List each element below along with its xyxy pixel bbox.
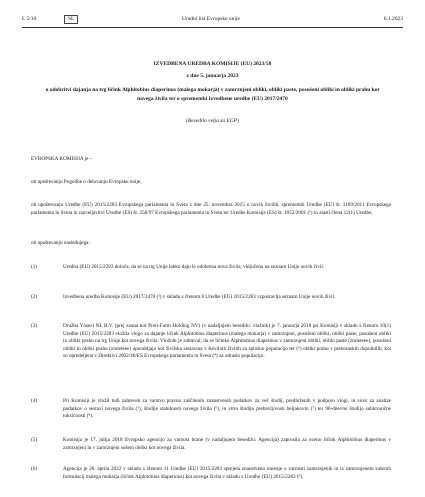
commission-intro: EVROPSKA KOMISIJA je – xyxy=(31,156,93,162)
regulation-subject: o odobritvi dajanja na trg ličink Alphitobius diaperinus (malega mokarja) v zamrznjeni obliki, obliki paste, posušeni obliki in obliki prahu kot novega živila ter o spremembi Izvedbene uredbe (EU) 2017/2470 xyxy=(45,87,380,102)
language-code-badge: SL xyxy=(64,15,78,24)
regulation-date: z dne 5. januarja 2023 xyxy=(186,73,239,79)
regulation-title: IZVEDBENA UREDBA KOMISIJE (EU) 2023/58 xyxy=(153,61,272,67)
recital-6 xyxy=(31,466,391,481)
publication-date: 6.1.2023 xyxy=(383,16,403,22)
recital-number: (5) xyxy=(31,437,38,443)
having-regard-regulation: ob upoštevanju Uredbe (EU) 2015/2283 Evropskega parlamenta in Sveta z dne 25. novembra 2015 o novih živilih, spremembi Uredbe (EU) št. 1169/2011 Evropskega parlamenta in Sveta in razveljavitvi Uredbe (ES) št. 258/97 Evropskega parlamenta in Sveta ter Uredbe Komisije (ES) št. 1852/2001 (¹) in zlasti člena 12(1) Uredbe, xyxy=(31,202,391,216)
recital-number: (6) xyxy=(31,466,38,472)
recital-number: (2) xyxy=(31,294,38,300)
recital-5 xyxy=(31,437,391,452)
recital-text: Pri Komisiji je vložil tudi zahtevek za varstvo pravno zaščitenih znanstvenih podatkov za več študij, predloženih v podporo vlogi, in sicer za analize podatkov o sestavi novega živila (⁵), študije stabilnosti novega živila (⁶), in vitro študijo prebavljivosti beljakovin (⁷) ter 90-dnevno študijo subkronične toksičnosti (⁸). xyxy=(63,398,391,420)
recital-text: Uredba (EU) 2015/2283 določa, da se na trg Unije lahko dajo le odobrena nova živila, vključena na seznam Unije novih živil. xyxy=(63,264,325,270)
recital-number: (1) xyxy=(31,264,38,270)
recital-text: Komisija je 17. julija 2018 Evropsko agencijo za varnost hrane (v nadaljnjem besedilu: Agencija) zaprosila za oceno ličink Alphitobius diaperinus v zamrznjeni in v zamrznjeni sušeni obliki kot novega živila. xyxy=(63,437,391,451)
whereas-intro: ob upoštevanju naslednjega: xyxy=(31,240,90,246)
recital-number: (4) xyxy=(31,398,38,404)
recital-text: Agencija je 26. aprila 2022 v skladu s členom 11 Uredbe (EU) 2015/2283 sprejela znanstveno mnenje o varnosti zamrznjenih in iz zamrznjenem sušenih formulacij malega mokarja (ličink Alphitobius diaperinus) kot novega živila v skladu z Uredbo (EU) 2015/2283 (⁹). xyxy=(63,466,391,480)
journal-title: Uradni list Evropske unije xyxy=(182,16,240,22)
header-divider xyxy=(22,27,403,28)
recital-text: Izvedbena uredba Komisije (EU) 2017/2470 (²) v skladu s členom 8 Uredbe (EU) 2015/2283 vzpostavlja seznam Unije novih živil. xyxy=(63,294,336,300)
recital-1 xyxy=(31,264,391,272)
recital-number: (3) xyxy=(31,323,38,329)
recital-4 xyxy=(31,398,391,421)
page-reference: L 5/10 xyxy=(22,16,37,22)
recital-text: Družba Ynsect NL B.V. (prej znana kot Proti-Farm Holding NV) (v nadaljnjem besedilu: vložnik) je 7. januarja 2018 pri Komisiji v skladu s členom 10(1) Uredbe (EU) 2015/2283 vložila vlogo za dajanje ličink Alphitobius diaperinus (malega mokarja) v zamrznjeni, posušeni obliki, obliki paste, posušeni obliki in obliki prahu na trg Unije kot novega živila. Vložnik je zahteval, da se ličinke Alphitobius diaperinus v zamrznjeni obliki, obliki paste (zmleteee), posušeni obliki in obliki prahu (zmleteee) uporabljajo kot živilska sestavina v številnih živilih za splošno populacijo ter (⁵) obliki prahu v prehranskih dopolnilih, kot so opredeljena v Direktivi 2002/46/ES Evropskega parlamenta in Sveta (⁴) za odraslo populacijo. xyxy=(63,323,391,360)
recital-3 xyxy=(31,323,391,361)
eea-relevance: (Besedilo velja za EGP) xyxy=(186,118,239,124)
recital-2 xyxy=(31,294,391,302)
having-regard-treaty: ob upoštevanju Pogodbe o delovanju Evropske unije, xyxy=(31,179,142,185)
